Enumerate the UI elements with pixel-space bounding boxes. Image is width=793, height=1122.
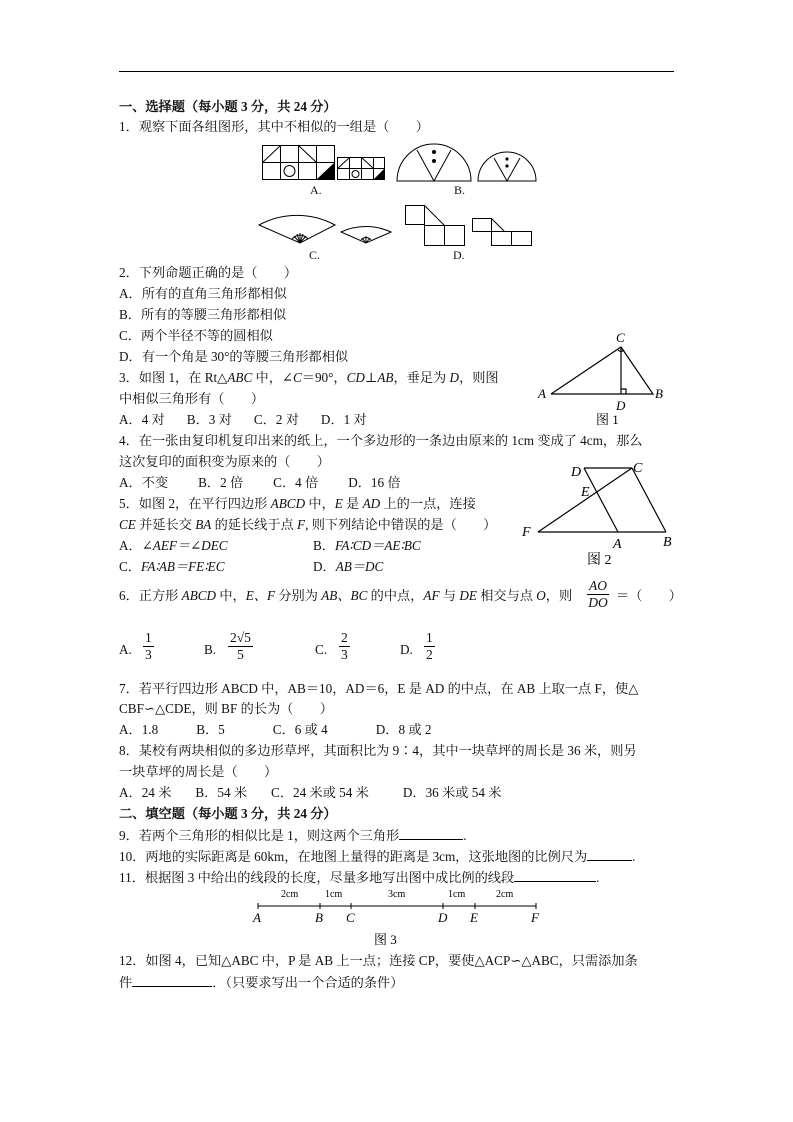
question-9: 9．若两个三角形的相似比是 1，则这两个三角形 .: [119, 828, 467, 843]
figure-3-caption: 图 3: [374, 932, 397, 947]
question-4-stem-line2: 这次复印的面积变为原来的（ ）: [119, 454, 330, 469]
fig3-point-e: E: [470, 910, 478, 925]
question-7-stem-line1: 7．若平行四边形 ABCD 中，AB＝10，AD＝6，E 是 AD 的中点，在 AB 上取一点 F，使△: [119, 681, 639, 696]
question-8-options: [119, 785, 501, 801]
question-10-answer-blank[interactable]: [587, 848, 632, 861]
question-6-option-a-fraction: $\frac{1}{3}$: [145, 630, 152, 662]
fig3-point-a: A: [253, 910, 261, 925]
question-7-option-b: B．5: [196, 722, 225, 737]
header-rule: [119, 71, 674, 72]
fig3-point-f: F: [531, 910, 539, 925]
fig3-seg-ab: 2cm: [281, 889, 299, 900]
q1-figure-b-semicircles: [396, 137, 538, 183]
fig2-label-c: C: [633, 461, 643, 476]
question-5-stem-line2: CE 并延长交 BA 的延长线于点 F, 则下列结论中错误的是（ ）: [119, 517, 497, 532]
fig3-point-c: C: [346, 910, 355, 925]
fig3-seg-de: 1cm: [448, 889, 466, 900]
question-2-option-c: C．两个半径不等的圆相似: [119, 328, 273, 343]
fig2-label-a: A: [613, 537, 622, 552]
question-7-option-d: D．8 或 2: [375, 722, 432, 737]
fig1-label-d: D: [616, 398, 626, 413]
figure-1-caption: 图 1: [596, 412, 619, 427]
question-7-stem-line2: CBF∽△CDE，则 BF 的长为（ ）: [119, 701, 333, 716]
question-6-option-d-fraction: $\frac{1}{2}$: [426, 630, 433, 662]
question-5-option-b: B．FA∶CD＝AE∶BC: [313, 538, 421, 553]
figure-1-right-triangle: [533, 328, 673, 428]
fig2-label-f: F: [522, 525, 531, 540]
fig3-point-d: D: [438, 910, 448, 925]
question-8-option-a: A．24 米: [119, 785, 172, 800]
fig3-seg-ef: 2cm: [496, 889, 514, 900]
question-6-option-b-fraction: $\frac{2√5}{5}$: [230, 630, 251, 662]
fig3-seg-bc: 1cm: [325, 889, 343, 900]
question-3-option-d: D．1 对: [320, 412, 367, 427]
question-12-line1: 12．如图 4，已知△ABC 中，P 是 AB 上一点；连接 CP，要使△ACP∽△ABC，只需添加条: [119, 953, 638, 968]
question-11: 11．根据图 3 中给出的线段的长度，尽量多地写出图中成比例的线段 .: [119, 870, 600, 885]
question-2-stem: 2．下列命题正确的是（ ）: [119, 265, 298, 280]
question-6-fraction-ao-do: $\frac{AO}{DO}$: [588, 578, 608, 610]
question-3-option-a: A．4 对: [119, 412, 165, 427]
question-8-option-d: D．36 米或 54 米: [402, 785, 502, 800]
question-7-option-c: C．6 或 4: [272, 722, 328, 737]
q1-label-b: B.: [454, 183, 466, 197]
question-3-stem-line1: 3．如图 1，在 Rt△ABC 中，∠C＝90°，CD⊥AB，垂足为 D，则图: [119, 370, 499, 385]
question-12-answer-blank[interactable]: [132, 974, 212, 987]
question-6-option-c-fraction: $\frac{2}{3}$: [341, 630, 348, 662]
question-3-option-b: B．3 对: [186, 412, 232, 427]
question-3-stem-line2: 中相似三角形有（ ）: [119, 391, 265, 406]
fig1-label-a: A: [538, 386, 546, 401]
question-5-option-c: C．FA∶AB＝FE∶EC: [119, 559, 225, 574]
q1-label-a: A.: [310, 183, 322, 197]
question-4-stem-line1: 4．在一张由复印机复印出来的纸上，一个多边形的一条边由原来的 1cm 变成了 4cm，那么: [119, 433, 643, 448]
question-5-stem-line1: 5．如图 2，在平行四边形 ABCD 中，E 是 AD 上的一点，连接: [119, 496, 476, 511]
question-8-option-c: C．24 米或 54 米: [271, 785, 369, 800]
question-6-option-c-label: C.: [315, 642, 328, 657]
question-9-answer-blank[interactable]: [399, 827, 463, 840]
question-3-option-c: C．2 对: [253, 412, 299, 427]
figure-2-caption: 图 2: [587, 553, 612, 568]
question-7-option-a: A．1.8: [119, 722, 159, 737]
q1-label-c: C.: [309, 248, 321, 262]
question-2-option-b: B．所有的等腰三角形都相似: [119, 307, 287, 322]
section-title-fill-in: 二、填空题（每小题 3 分，共 24 分）: [119, 806, 337, 821]
question-8-stem-line2: 一块草坪的周长是（ ）: [119, 764, 278, 779]
question-6-option-b-label: B.: [204, 642, 217, 657]
fig3-seg-cd: 3cm: [388, 889, 406, 900]
fig1-label-b: B: [655, 386, 663, 401]
question-4-options: [119, 475, 401, 491]
question-1-stem: 1．观察下面各组图形，其中不相似的一组是（ ）: [119, 119, 429, 134]
question-2-option-d: D．有一个角是 30°的等腰三角形都相似: [119, 349, 349, 364]
question-10: 10．两地的实际距离是 60km，在地图上量得的距离是 3cm，这张地图的比例尺为 .: [119, 849, 636, 864]
question-2-option-a: A．所有的直角三角形都相似: [119, 286, 287, 301]
question-8-option-b: B．54 米: [195, 785, 248, 800]
question-6-option-d-label: D.: [400, 642, 413, 657]
section-title-multiple-choice: 一、选择题（每小题 3 分，共 24 分）: [119, 99, 337, 114]
fig3-point-b: B: [315, 910, 323, 925]
q1-figure-a-grids: [262, 145, 387, 181]
question-6-stem: 6．正方形 ABCD 中，E、F 分别为 AB、BC 的中点，AF 与 DE 相交与点 O，则: [119, 588, 573, 603]
question-3-options: [119, 412, 367, 428]
fig2-label-e: E: [581, 485, 590, 500]
q1-label-d: D.: [453, 248, 465, 262]
question-4-option-a: A．不变: [119, 475, 169, 490]
fig1-label-c: C: [616, 330, 625, 345]
q1-figure-d-squares: [405, 205, 533, 247]
question-4-option-b: B．2 倍: [198, 475, 244, 490]
figure-3-segment: [250, 884, 550, 950]
question-8-stem-line1: 8．某校有两块相似的多边形草坪，其面积比为 9∶4，其中一块草坪的周长是 36 米，则另: [119, 743, 637, 758]
question-6-tail: ＝（ ）: [616, 588, 682, 603]
question-6-option-a-label: A.: [119, 642, 132, 657]
question-7-options: [119, 722, 431, 738]
question-11-answer-blank[interactable]: [514, 869, 596, 882]
question-5-option-a: A．∠AEF＝∠DEC: [119, 538, 228, 553]
question-12-line2: 件 ．（只要求写出一个合适的条件）: [119, 975, 404, 990]
question-5-option-d: D．AB＝DC: [313, 559, 384, 574]
question-4-option-d: D．16 倍: [348, 475, 401, 490]
q1-figure-c-fans: [258, 207, 392, 247]
fig2-label-d: D: [571, 465, 582, 480]
fig2-label-b: B: [663, 535, 672, 550]
figure-2-parallelogram: [518, 456, 683, 571]
question-4-option-c: C．4 倍: [273, 475, 319, 490]
